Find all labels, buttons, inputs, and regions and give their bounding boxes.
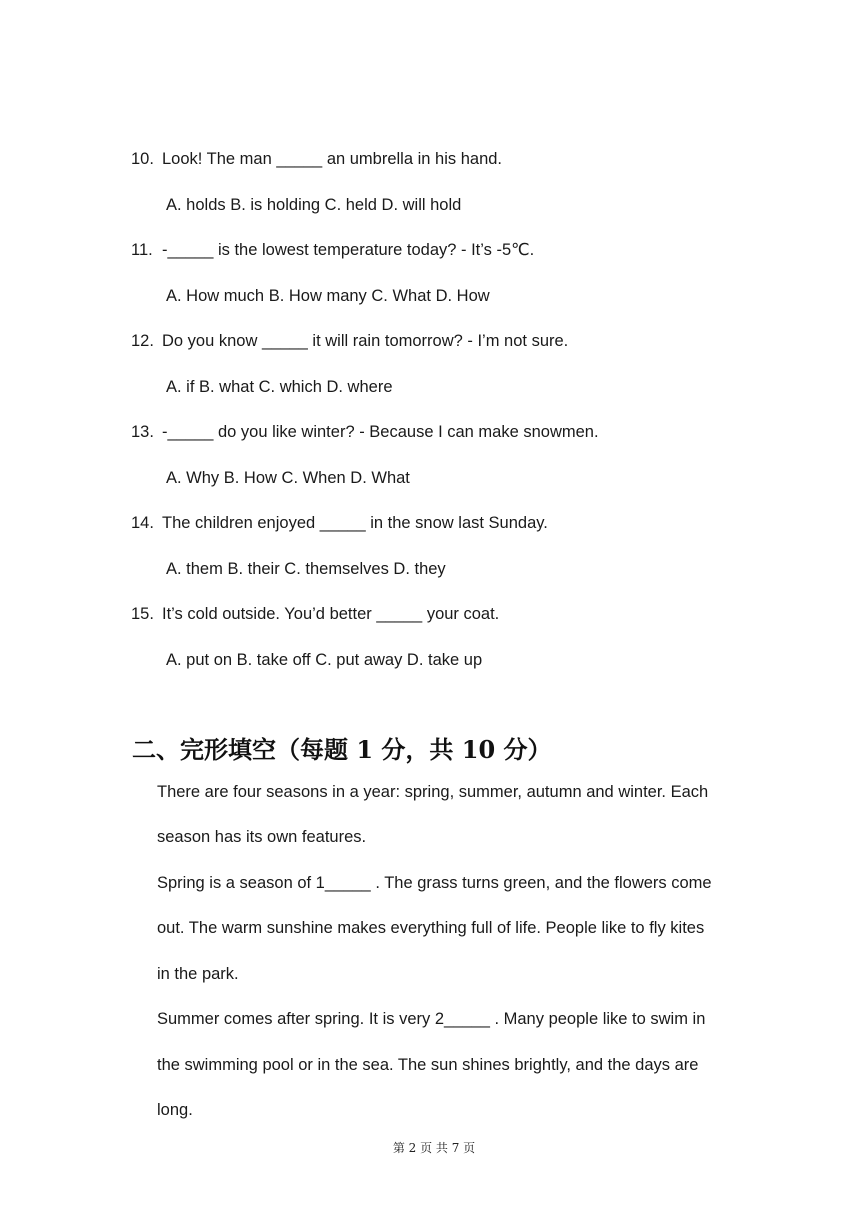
page-footer: 第 2 页 共 7 页 [392,1141,476,1155]
question-text: Look! The man _____ an umbrella in his hand. [162,150,503,168]
question-10-options: A. holds B. is holding C. held D. will hold [166,196,462,214]
passage-line: season has its own features. [157,828,367,846]
question-11-stem [131,240,534,260]
passage-line: the swimming pool or in the sea. The sun shines brightly, and the days are [157,1056,699,1074]
question-number: 15. [131,605,154,623]
question-number: 14. [131,514,154,532]
question-15-stem [131,604,499,624]
question-13-stem [131,422,599,442]
question-number: 13. [131,423,154,441]
question-14-stem [131,513,548,533]
question-15-options: A. put on B. take off C. put away D. take up [166,651,483,669]
question-12-options: A. if B. what C. which D. where [166,378,393,396]
question-14-options: A. them B. their C. themselves D. they [166,560,446,578]
passage-line: Summer comes after spring. It is very 2_____ . Many people like to swim in [157,1010,706,1028]
question-number: 11. [131,241,153,259]
question-number: 10. [131,150,154,168]
question-text: Do you know _____ it will rain tomorrow? - I’m not sure. [162,332,569,350]
question-13-options: A. Why B. How C. When D. What [166,469,410,487]
question-text: The children enjoyed _____ in the snow last Sunday. [162,514,548,532]
section-title: 二、完形填空（每题 1 分，共 10 分） [132,735,552,764]
question-12-stem [131,331,568,351]
question-text: -_____ is the lowest temperature today? - It’s -5℃. [162,241,535,259]
question-text: It’s cold outside. You’d better _____ your coat. [162,605,500,623]
passage-line: long. [157,1101,193,1119]
question-10-stem [131,149,502,169]
passage-line: There are four seasons in a year: spring, summer, autumn and winter. Each [157,783,709,801]
question-number: 12. [131,332,154,350]
passage-line: in the park. [157,965,239,983]
question-11-options: A. How much B. How many C. What D. How [166,287,490,305]
passage-line: Spring is a season of 1_____ . The grass turns green, and the flowers come [157,874,712,892]
question-text: -_____ do you like winter? - Because I can make snowmen. [162,423,599,441]
passage-line: out. The warm sunshine makes everything full of life. People like to fly kites [157,919,705,937]
